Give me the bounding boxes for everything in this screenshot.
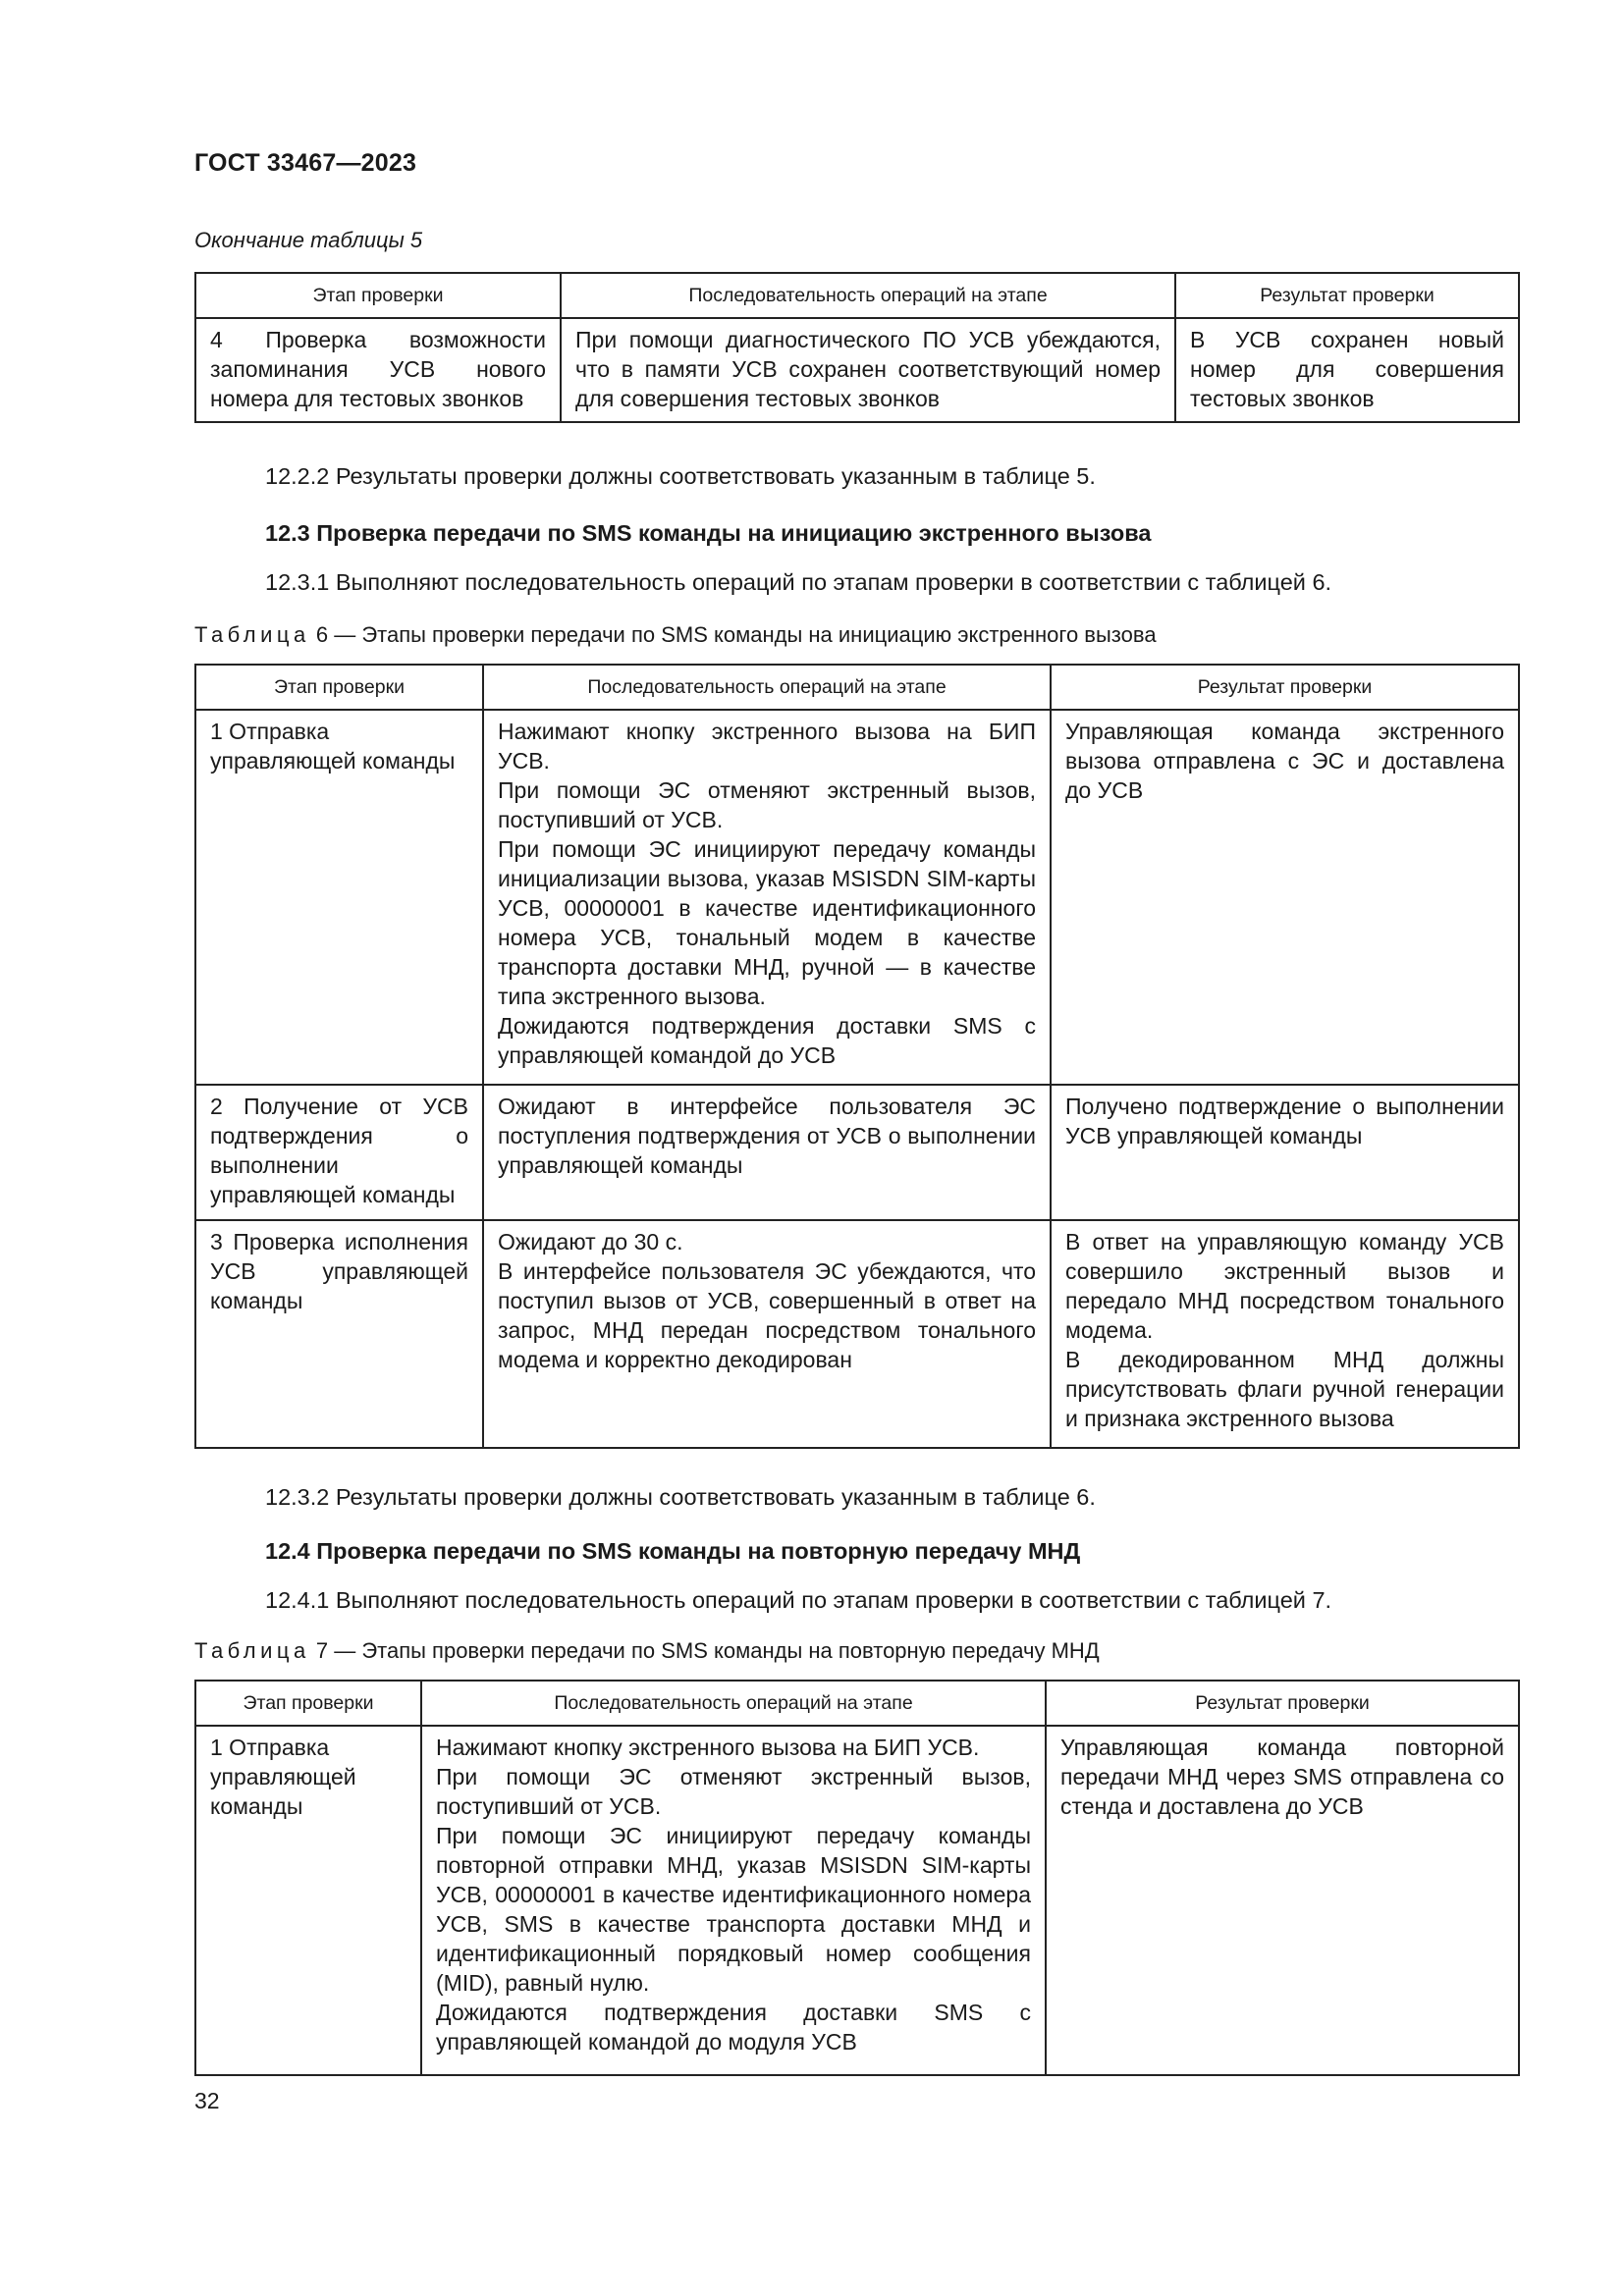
paragraph-12-4-1: 12.4.1 Выполняют последовательность операций по этапам проверки в соответствии с таблицей 7. [265, 1587, 1332, 1613]
operations-cell: Ожидают до 30 с. В интерфейсе пользователя ЭС убеждаются, что поступил вызов от УСВ, совершенный в ответ на запрос, МНД передан посредством тонального модема и корректно декодирован [483, 1220, 1051, 1448]
table7-caption [194, 1638, 1100, 1664]
operations-cell: Нажимают кнопку экстренного вызова на БИП УСВ. При помощи ЭС отменяют экстренный вызов, поступивший от УСВ. При помощи ЭС инициируют передачу команды инициализации вызова, указав MSISDN SIM-карты УСВ, 00000001 в качестве идентификационного номера УСВ, тональный модем в качестве транспорта доставки МНД, ручной — в качестве типа экстренного вызова. Дожидаются подтверждения доставки SMS с управляющей командой до УСВ [483, 710, 1051, 1085]
table6-caption-word: Таблица [194, 622, 310, 647]
table-header-row [195, 665, 1519, 710]
column-header: Результат проверки [1051, 665, 1519, 710]
table7-caption-word: Таблица [194, 1638, 310, 1663]
table7-caption-text: 7 — Этапы проверки передачи по SMS команды на повторную передачу МНД [309, 1638, 1100, 1663]
section-heading-12-4: 12.4 Проверка передачи по SMS команды на повторную передачу МНД [265, 1538, 1081, 1564]
table-header-row [195, 273, 1519, 318]
stage-cell: 1 Отправка управляющей команды [195, 1726, 421, 2075]
column-header: Этап проверки [195, 665, 483, 710]
paragraph-12-3-2: 12.3.2 Результаты проверки должны соответствовать указанным в таблице 6. [265, 1484, 1096, 1510]
section-heading-12-3: 12.3 Проверка передачи по SMS команды на инициацию экстренного вызова [265, 520, 1152, 546]
table-row [195, 1085, 1519, 1220]
result-cell: В ответ на управляющую команду УСВ совершило экстренный вызов и передало МНД посредством тонального модема. В декодированном МНД должны присутствовать флаги ручной генерации и признака экстренного вызова [1051, 1220, 1519, 1448]
result-cell: Управляющая команда экстренного вызова отправлена с ЭС и доставлена до УСВ [1051, 710, 1519, 1085]
table-row [195, 710, 1519, 1085]
column-header: Результат проверки [1046, 1681, 1519, 1726]
table6-caption [194, 622, 1157, 648]
document-header-title: ГОСТ 33467—2023 [194, 149, 417, 177]
table-5 [194, 272, 1520, 423]
stage-cell: 4 Проверка возможности запоминания УСВ нового номера для тестовых звонков [195, 318, 561, 422]
result-cell: В УСВ сохранен новый номер для совершения тестовых звонков [1175, 318, 1519, 422]
table-6 [194, 664, 1520, 1449]
operations-cell: При помощи диагностического ПО УСВ убеждаются, что в памяти УСВ сохранен соответствующий номер для совершения тестовых звонков [561, 318, 1175, 422]
column-header: Этап проверки [195, 273, 561, 318]
paragraph-12-3-1: 12.3.1 Выполняют последовательность операций по этапам проверки в соответствии с таблицей 6. [265, 569, 1332, 595]
operations-cell: Нажимают кнопку экстренного вызова на БИП УСВ. При помощи ЭС отменяют экстренный вызов, поступивший от УСВ. При помощи ЭС инициируют передачу команды повторной отправки МНД, указав MSISDN SIM-карты УСВ, 00000001 в качестве идентификационного номера УСВ, SMS в качестве транспорта доставки МНД и идентификационный порядковый номер сообщения (MID), равный нулю. Дожидаются подтверждения доставки SMS с управляющей командой до модуля УСВ [421, 1726, 1046, 2075]
paragraph-12-2-2: 12.2.2 Результаты проверки должны соответствовать указанным в таблице 5. [265, 463, 1096, 489]
operations-cell: Ожидают в интерфейсе пользователя ЭС поступления подтверждения от УСВ о выполнении управляющей команды [483, 1085, 1051, 1220]
column-header: Последовательность операций на этапе [561, 273, 1175, 318]
table5-caption: Окончание таблицы 5 [194, 228, 423, 252]
table6-caption-text: 6 — Этапы проверки передачи по SMS команды на инициацию экстренного вызова [309, 622, 1157, 647]
table-row [195, 1220, 1519, 1448]
table-row [195, 318, 1519, 422]
stage-cell: 2 Получение от УСВ подтверждения о выполнении управляющей команды [195, 1085, 483, 1220]
column-header: Последовательность операций на этапе [421, 1681, 1046, 1726]
column-header: Результат проверки [1175, 273, 1519, 318]
column-header: Этап проверки [195, 1681, 421, 1726]
column-header: Последовательность операций на этапе [483, 665, 1051, 710]
table-7 [194, 1680, 1520, 2076]
stage-cell: 3 Проверка исполнения УСВ управляющей команды [195, 1220, 483, 1448]
table-header-row [195, 1681, 1519, 1726]
result-cell: Получено подтверждение о выполнении УСВ управляющей команды [1051, 1085, 1519, 1220]
table-row [195, 1726, 1519, 2075]
stage-cell: 1 Отправка управляющей команды [195, 710, 483, 1085]
page-number: 32 [194, 2088, 220, 2113]
result-cell: Управляющая команда повторной передачи МНД через SMS отправлена со стенда и доставлена до УСВ [1046, 1726, 1519, 2075]
